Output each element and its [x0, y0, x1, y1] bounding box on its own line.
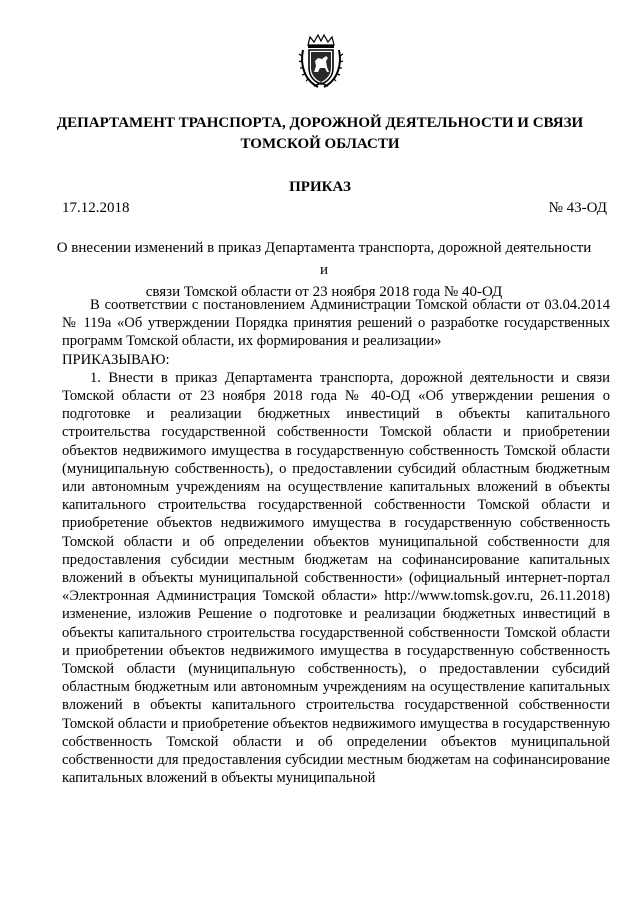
document-date: 17.12.2018 [62, 200, 130, 216]
order-word: ПРИКАЗЫВАЮ: [62, 351, 170, 368]
document-type-title: ПРИКАЗ [289, 179, 351, 195]
department-header [40, 113, 600, 155]
item-1-paragraph: 1. Внести в приказ Департамента транспорта, дорожной деятельности и связи Томской области от 23 ноября 2018 года № 40-ОД «Об утверждении решения о подготовке и реализации бюджетных инвестиций в объекты капитального строительства государственной собственности Томской области и приобретении объектов недвижимого имущества в государственную собственность Томской области (муниципальную собственность), о предоставлении субсидий областным бюджетным или автономным учреждениям на осуществление капитальных вложений в объекты капитального строительства государственной собственности Томской области и приобретение объектов недвижимого имущества в государственную собственность Томской области и об определении объектов муниципальной собственности для предоставления субсидии местным бюджетам на софинансирование капитальных вложений в объекты муниципальной собственности» (официальный интернет-портал «Электронная Администрация Томской области» http://www.tomsk.gov.ru, 26.11.2018) изменение, изложив Решение о подготовке и реализации бюджетных инвестиций в объекты капитального строительства государственной собственности Томской области и приобретении объектов недвижимого имущества в государственную собственность Томской области (муниципальную собственность), о предоставлении субсидий областным бюджетным или автономным учреждениям на осуществление капитальных вложений в объекты капитального строительства государственной собственности Томской области и приобретение объектов недвижимого имущества в государственную собственность Томской области и об определении объектов муниципальной собственности для предоставления субсидии местным бюджетам на софинансирование капитальных вложений в объекты муниципальной [62, 369, 610, 787]
subject-line-1: О внесении изменений в приказ Департамента транспорта, дорожной деятельности и [56, 240, 592, 278]
header-line-1: ДЕПАРТАМЕНТ ТРАНСПОРТА, ДОРОЖНОЙ ДЕЯТЕЛЬНОСТИ И СВЯЗИ [56, 115, 584, 131]
preamble-paragraph: В соответствии с постановлением Администрации Томской области от 03.04.2014 № 119а «Об утверждении Порядка принятия решений о разработке государственных программ Томской области, их формирования и реализации» [62, 297, 610, 350]
document-body [62, 296, 610, 787]
subject-line-2: связи Томской области от 23 ноября 2018 года № 40-ОД [145, 284, 503, 300]
document-subject [52, 237, 596, 303]
tomsk-coat-of-arms-icon [298, 34, 344, 90]
header-line-2: ТОМСКОЙ ОБЛАСТИ [240, 136, 400, 152]
document-number: № 43-ОД [548, 200, 607, 216]
